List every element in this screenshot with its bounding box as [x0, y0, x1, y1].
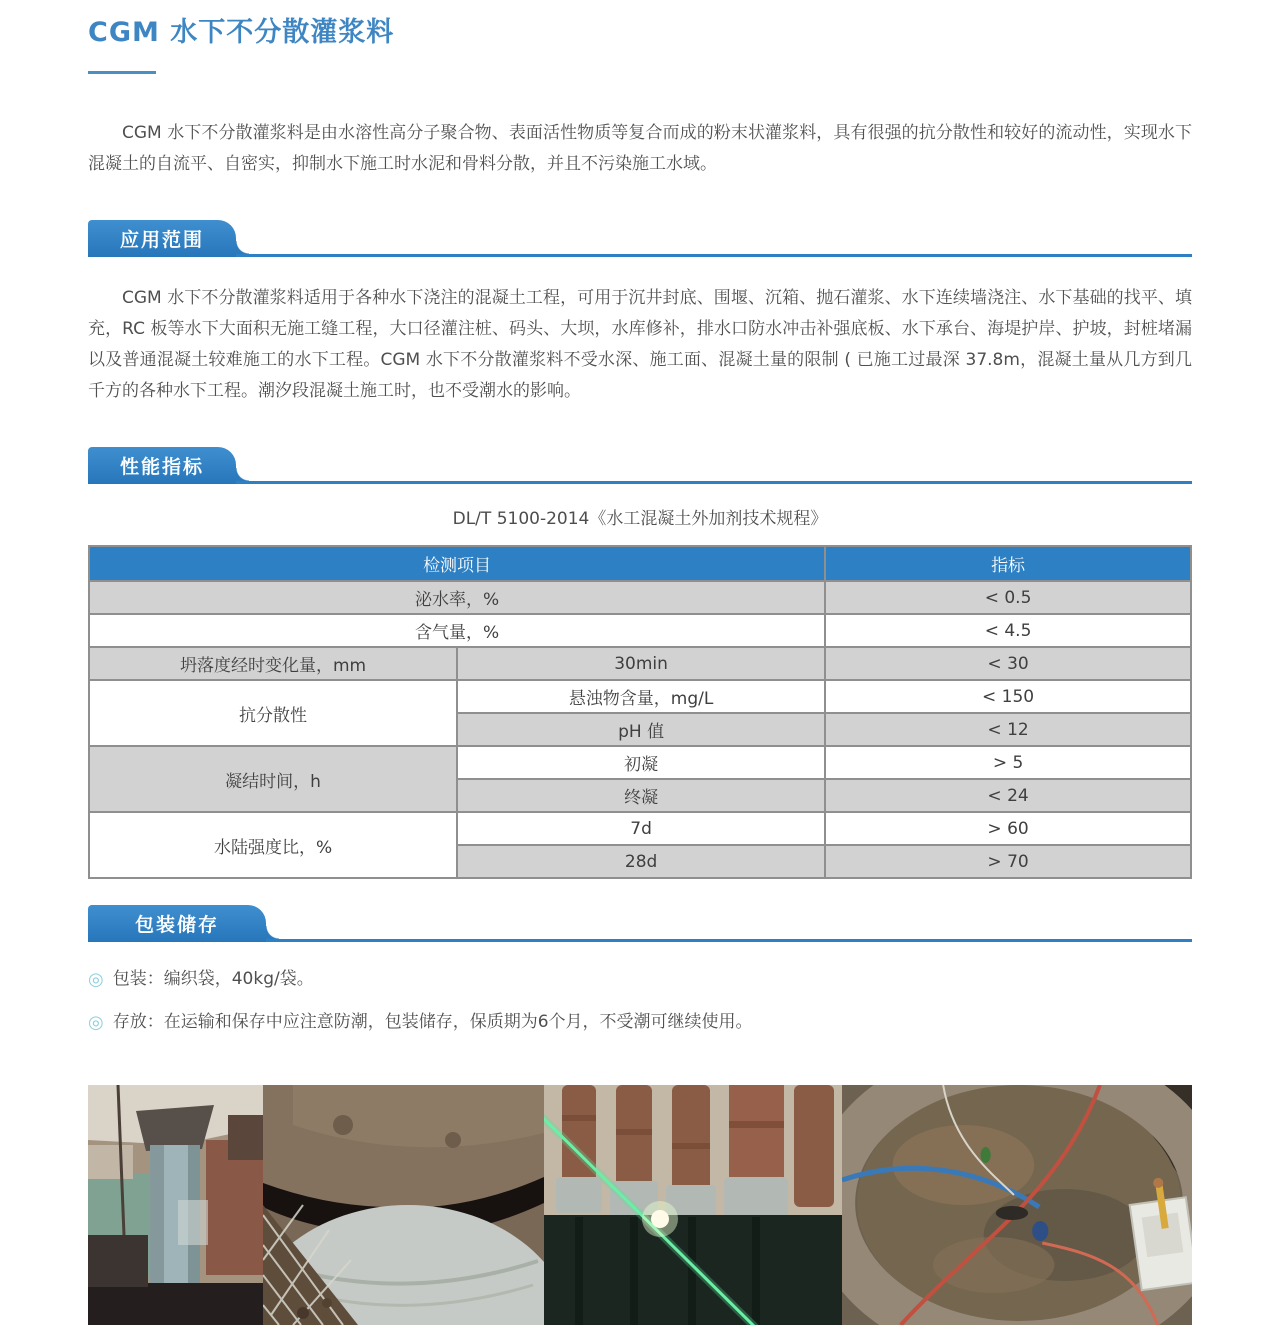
application-paragraph: CGM 水下不分散灌浆料适用于各种水下浇注的混凝土工程，可用于沉井封底、围堰、沉箱、抛石灌浆、水下连续墙浇注、水下基础的找平、填充，RC 板等水下大面积无施工缝工程，大口径灌注桩、码头、大坝，水库修补，排水口防水冲击补强底板、水下承台、海堤护岸、护坡，封桩堵漏以及普通混凝土较难施工的水下工程。CGM 水下不分散灌浆料不受水深、施工面、混凝土量的限制 ( 已施工过最深 37.8m，混凝土量从几方到几千方的各种水下工程。潮汐段混凝土施工时，也不受潮水的影响。 — [88, 288, 1192, 401]
cell-strength-group: 水陆强度比，% — [89, 812, 457, 878]
cell-initial-set: 初凝 — [457, 746, 825, 779]
cell-strength-28d-value: > 70 — [825, 845, 1191, 878]
photo-cofferdam-excavation — [842, 1085, 1192, 1325]
cell-setting-group: 凝结时间，h — [89, 746, 457, 812]
photo-pier-base-grout-joint — [263, 1085, 544, 1325]
cell-air-item: 含气量，% — [89, 614, 825, 647]
cell-strength-28d: 28d — [457, 845, 825, 878]
section-bar-packaging — [88, 905, 1192, 942]
packaging-item — [88, 964, 1192, 994]
cell-slump-value: < 30 — [825, 647, 1191, 680]
section-heading-application: 应用范围 — [119, 229, 204, 251]
photo-bridge-pier-column — [88, 1085, 263, 1325]
title-underline — [88, 71, 156, 74]
cell-strength-7d: 7d — [457, 812, 825, 845]
bullseye-bullet-icon: ◎ — [88, 1012, 104, 1033]
cell-final-set: 终凝 — [457, 779, 825, 812]
page-title: CGM 水下不分散灌浆料 — [88, 17, 395, 48]
table-row-setting-1 — [89, 746, 1191, 779]
intro-paragraph: CGM 水下不分散灌浆料是由水溶性高分子聚合物、表面活性物质等复合而成的粉末状灌浆料，具有很强的抗分散性和较好的流动性，实现水下混凝土的自流平、自密实，抑制水下施工时水泥和骨料分散，并且不污染施工水域。 — [88, 123, 1192, 174]
table-header-index: 指标 — [825, 546, 1191, 581]
cell-bleeding-value: < 0.5 — [825, 581, 1191, 614]
cell-strength-7d-value: > 60 — [825, 812, 1191, 845]
table-row-strength-1 — [89, 812, 1191, 845]
section-heading-packaging: 包装储存 — [134, 914, 219, 936]
cell-air-value: < 4.5 — [825, 614, 1191, 647]
table-row-slump — [89, 647, 1191, 680]
section-tab-performance — [88, 447, 236, 484]
cell-ph-value: < 12 — [825, 713, 1191, 746]
cell-ph: pH 值 — [457, 713, 825, 746]
packaging-item-text: 包装：编织袋，40kg/袋。 — [112, 969, 314, 989]
photo-underwater-piers-laser — [544, 1085, 842, 1325]
standard-reference: DL/T 5100-2014《水工混凝土外加剂技术规程》 — [452, 509, 828, 529]
table-header-row — [89, 546, 1191, 581]
cell-dispersion-group: 抗分散性 — [89, 680, 457, 746]
storage-item — [88, 1007, 1192, 1037]
cell-suspended-solids-value: < 150 — [825, 680, 1191, 713]
table-row-bleeding — [89, 581, 1191, 614]
storage-item-text: 存放：在运输和保存中应注意防潮，包装储存，保质期为6个月，不受潮可继续使用。 — [112, 1012, 753, 1032]
section-tab-packaging — [88, 905, 266, 942]
table-header-item: 检测项目 — [89, 546, 825, 581]
cell-initial-set-value: > 5 — [825, 746, 1191, 779]
cell-bleeding-item: 泌水率，% — [89, 581, 825, 614]
section-heading-performance: 性能指标 — [119, 456, 204, 478]
cell-slump-item: 坍落度经时变化量，mm — [89, 647, 457, 680]
section-bar-performance — [88, 447, 1192, 484]
section-tab-application — [88, 220, 236, 257]
table-row-air-content — [89, 614, 1191, 647]
section-bar-application — [88, 220, 1192, 257]
cell-slump-sub: 30min — [457, 647, 825, 680]
performance-table — [88, 545, 1192, 879]
bullseye-bullet-icon: ◎ — [88, 969, 104, 990]
photo-strip — [88, 1085, 1192, 1325]
page-content — [88, 0, 1192, 1325]
cell-suspended-solids: 悬浊物含量，mg/L — [457, 680, 825, 713]
cell-final-set-value: < 24 — [825, 779, 1191, 812]
table-row-dispersion-1 — [89, 680, 1191, 713]
